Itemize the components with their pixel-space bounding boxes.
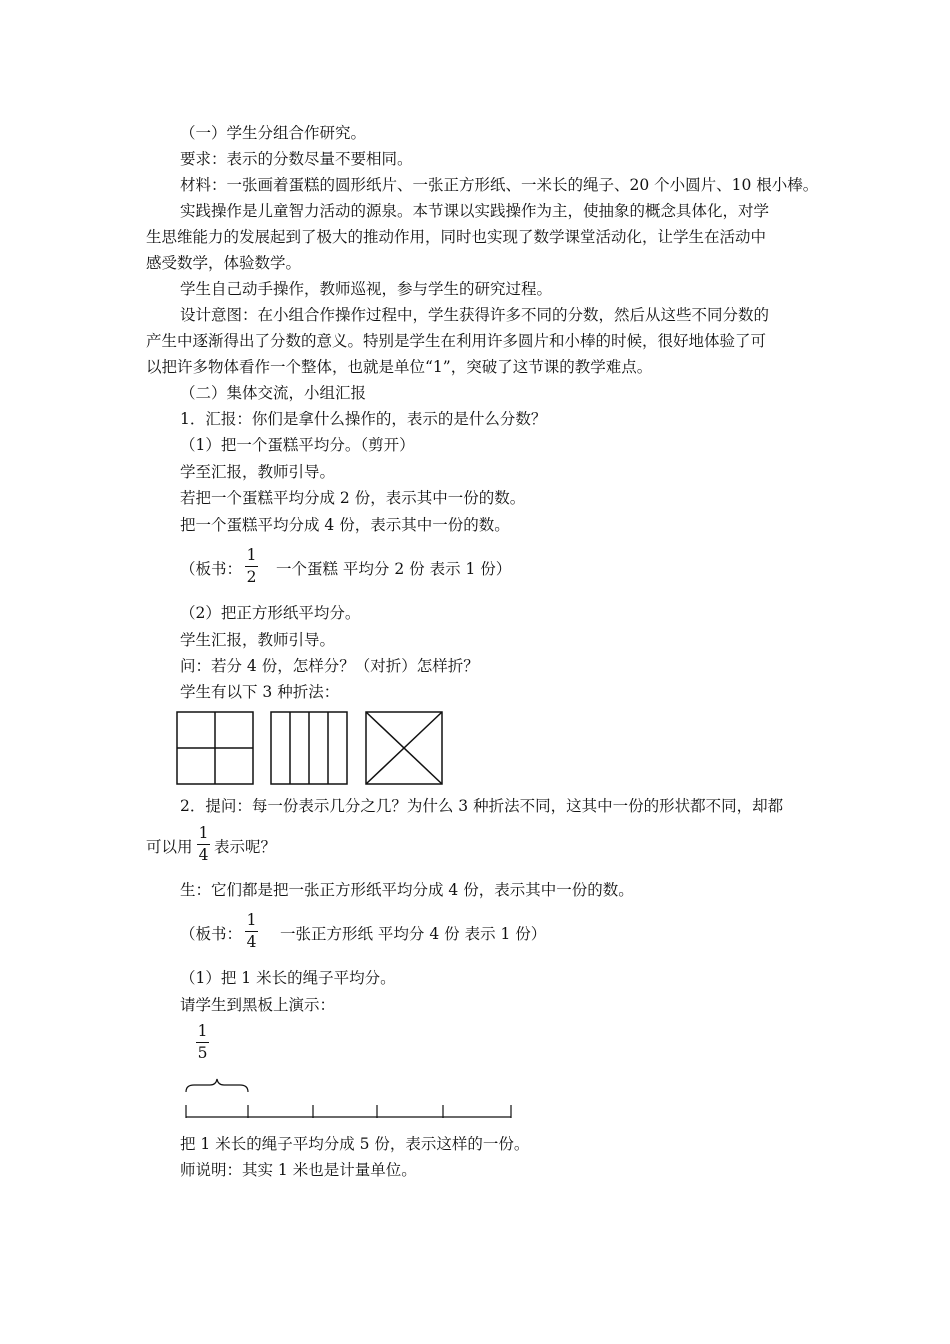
practice-paragraph-line-2: 生思维能力的发展起到了极大的推动作用，同时也实现了数学课堂活动化，让学生在活动中 [146,228,767,246]
fraction-denominator: 4 [198,846,209,864]
fraction-numerator: 1 [198,824,209,842]
fraction-bar [245,931,258,932]
board-note-2-text: 一张正方形纸 平均分 4 份 表示 1 份） [280,925,547,943]
practice-paragraph-line-3: 感受数学，体验数学。 [146,254,302,272]
item-cake-half: 若把一个蛋糕平均分成 2 份，表示其中一份的数。 [180,489,526,507]
fraction-one-fifth [196,1023,209,1062]
section2-heading: （二）集体交流，小组汇报 [180,384,367,402]
fold-diagram-diagonals [365,711,443,785]
board-note-1-text: 一个蛋糕 平均分 2 份 表示 1 份） [276,560,512,578]
fraction-denominator: 5 [197,1044,208,1062]
requirement-line: 要求：表示的分数尽量不要相同。 [180,150,413,168]
item-square-report: 学生汇报，教师引导。 [180,631,336,649]
board-note-2-prefix: （板书： [180,925,243,943]
fraction-denominator: 2 [246,568,257,586]
student-answer: 生：它们都是把一张正方形纸平均分成 4 份，表示其中一份的数。 [180,881,634,899]
question-2-prefix: 可以用 [146,838,193,856]
fold-diagram-cross [176,711,254,785]
rope-diagram [180,1078,520,1123]
item-cake: （1）把一个蛋糕平均分。（剪开） [180,436,415,454]
fraction-bar [245,566,258,567]
question-1: 1．汇报：你们是拿什么操作的，表示的是什么分数？ [180,410,547,428]
fraction-numerator: 1 [246,546,257,564]
board-note-1-prefix: （板书： [180,560,243,578]
item-cake-quarter: 把一个蛋糕平均分成 4 份，表示其中一份的数。 [180,516,510,534]
fold-diagram-strips [270,711,348,785]
fraction-one-half [245,547,258,586]
item-rope: （1）把 1 米长的绳子平均分。 [180,969,396,987]
design-paragraph-line-3: 以把许多物体看作一个整体，也就是单位“1”，突破了这节课的教学难点。 [146,358,653,376]
item-square: （2）把正方形纸平均分。 [180,604,361,622]
fraction-bar [196,1042,209,1043]
section1-heading: （一）学生分组合作研究。 [180,124,367,142]
item-square-methods: 学生有以下 3 种折法： [180,683,340,701]
design-paragraph-line-2: 产生中逐渐得出了分数的意义。特别是学生在利用许多圆片和小棒的时候，很好地体验了可 [146,332,767,350]
activity-line: 学生自己动手操作，教师巡视，参与学生的研究过程。 [180,280,553,298]
item-square-question: 问：若分 4 份，怎样分？（对折）怎样折？ [180,657,479,675]
fraction-numerator: 1 [197,1022,208,1040]
fraction-bar [197,844,210,845]
question-2-line-1: 2．提问：每一份表示几分之几？为什么 3 种折法不同，这其中一份的形状都不同，却都 [180,797,784,815]
fraction-one-quarter-inline [197,825,210,864]
question-2-suffix: 表示呢？ [214,838,277,856]
materials-line: 材料：一张画着蛋糕的圆形纸片、一张正方形纸、一米长的绳子、20 个小圆片、10 根小棒。 [180,176,819,194]
fraction-denominator: 4 [246,933,257,951]
item-rope-demo: 请学生到黑板上演示： [180,996,336,1014]
item-cake-report: 学至汇报，教师引导。 [180,463,336,481]
fraction-one-quarter [245,912,258,951]
practice-paragraph-line-1: 实践操作是儿童智力活动的源泉。本节课以实践操作为主，使抽象的概念具体化，对学 [180,202,770,220]
teacher-note: 师说明：其实 1 米也是计量单位。 [180,1161,417,1179]
item-rope-fifth: 把 1 米长的绳子平均分成 5 份，表示这样的一份。 [180,1135,530,1153]
design-paragraph-line-1: 设计意图：在小组合作操作过程中，学生获得许多不同的分数，然后从这些不同分数的 [180,306,770,324]
fraction-numerator: 1 [246,911,257,929]
rope-brace [186,1079,248,1092]
